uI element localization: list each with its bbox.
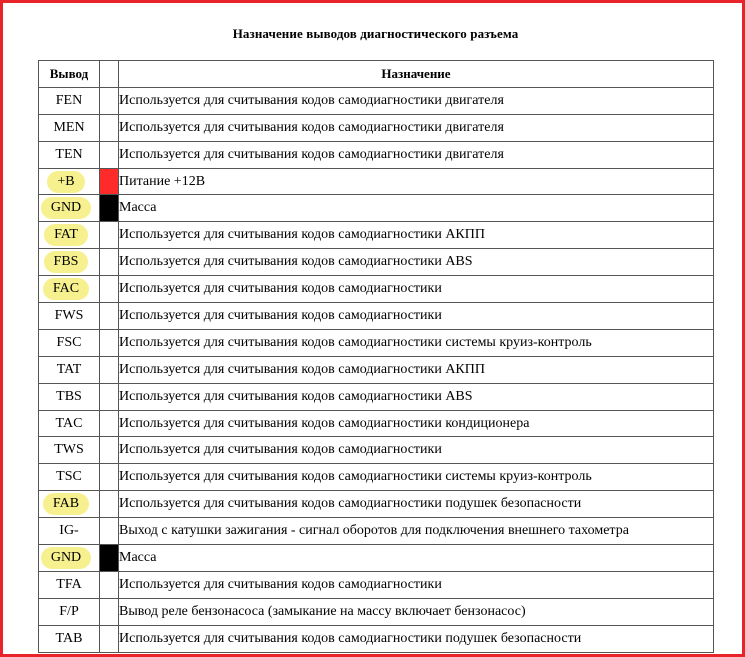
pin-label: MEN xyxy=(53,119,85,135)
purpose-cell: Используется для считывания кодов самодиагностики двигателя xyxy=(119,87,714,114)
header-pin: Вывод xyxy=(39,61,100,88)
pin-label-highlighted: FAB xyxy=(43,493,89,515)
purpose-cell: Используется для считывания кодов самодиагностики xyxy=(119,276,714,303)
purpose-cell: Используется для считывания кодов самодиагностики АКПП xyxy=(119,222,714,249)
pin-label: FSC xyxy=(56,334,82,350)
purpose-cell: Используется для считывания кодов самодиагностики кондиционера xyxy=(119,410,714,437)
table-row xyxy=(39,249,714,276)
wire-color-cell xyxy=(100,168,119,195)
purpose-cell: Используется для считывания кодов самодиагностики xyxy=(119,303,714,330)
pin-label: TAC xyxy=(55,415,83,431)
wire-color-cell xyxy=(100,571,119,598)
wire-color-cell xyxy=(100,303,119,330)
wire-color-cell xyxy=(100,464,119,491)
pin-cell xyxy=(39,437,100,464)
wire-color-cell xyxy=(100,114,119,141)
table-row xyxy=(39,329,714,356)
table-row xyxy=(39,168,714,195)
table-row xyxy=(39,356,714,383)
purpose-cell: Используется для считывания кодов самодиагностики ABS xyxy=(119,383,714,410)
pin-cell xyxy=(39,222,100,249)
pin-cell xyxy=(39,356,100,383)
wire-color-cell xyxy=(100,518,119,545)
table-row xyxy=(39,598,714,625)
table-row xyxy=(39,195,714,222)
table-row xyxy=(39,437,714,464)
pin-label: TFA xyxy=(56,576,82,592)
purpose-cell: Используется для считывания кодов самодиагностики двигателя xyxy=(119,114,714,141)
table-row xyxy=(39,410,714,437)
wire-color-cell xyxy=(100,625,119,652)
purpose-cell: Используется для считывания кодов самодиагностики ABS xyxy=(119,249,714,276)
purpose-cell: Масса xyxy=(119,195,714,222)
pin-cell xyxy=(39,303,100,330)
header-color xyxy=(100,61,119,88)
pin-label-highlighted: FAC xyxy=(43,278,89,300)
pin-label-highlighted: GND xyxy=(41,197,91,219)
pin-cell xyxy=(39,168,100,195)
purpose-cell: Используется для считывания кодов самодиагностики xyxy=(119,571,714,598)
pin-label: TAT xyxy=(56,361,82,377)
purpose-cell: Масса xyxy=(119,545,714,572)
purpose-cell: Используется для считывания кодов самодиагностики системы круиз-контроль xyxy=(119,464,714,491)
wire-color-swatch-black xyxy=(100,195,118,221)
wire-color-cell xyxy=(100,141,119,168)
pin-label: TAB xyxy=(55,630,83,646)
wire-color-cell xyxy=(100,410,119,437)
pin-assignment-table xyxy=(38,60,714,653)
wire-color-cell xyxy=(100,545,119,572)
table-row xyxy=(39,114,714,141)
table-row xyxy=(39,383,714,410)
table-row xyxy=(39,625,714,652)
pin-cell xyxy=(39,383,100,410)
pin-label-highlighted: +B xyxy=(47,171,84,193)
pin-cell xyxy=(39,141,100,168)
purpose-cell: Используется для считывания кодов самодиагностики двигателя xyxy=(119,141,714,168)
table-row xyxy=(39,545,714,572)
pin-cell xyxy=(39,464,100,491)
table-row xyxy=(39,303,714,330)
pin-label-highlighted: GND xyxy=(41,547,91,569)
purpose-cell: Используется для считывания кодов самодиагностики АКПП xyxy=(119,356,714,383)
table-row xyxy=(39,491,714,518)
pin-label-highlighted: FBS xyxy=(44,251,89,273)
table-row xyxy=(39,87,714,114)
pin-cell xyxy=(39,598,100,625)
wire-color-cell xyxy=(100,356,119,383)
purpose-cell: Выход с катушки зажигания - сигнал оборотов для подключения внешнего тахометра xyxy=(119,518,714,545)
purpose-cell: Вывод реле бензонасоса (замыкание на массу включает бензонасос) xyxy=(119,598,714,625)
purpose-cell: Используется для считывания кодов самодиагностики системы круиз-контроль xyxy=(119,329,714,356)
purpose-cell: Питание +12В xyxy=(119,168,714,195)
pin-cell xyxy=(39,114,100,141)
table-row xyxy=(39,518,714,545)
wire-color-swatch-red xyxy=(100,169,118,195)
table-row xyxy=(39,276,714,303)
table-body xyxy=(39,87,714,652)
pin-cell xyxy=(39,276,100,303)
pin-label: TEN xyxy=(55,146,83,162)
wire-color-cell xyxy=(100,383,119,410)
pin-cell xyxy=(39,249,100,276)
wire-color-cell xyxy=(100,598,119,625)
pin-label-highlighted: FAT xyxy=(44,224,88,246)
wire-color-cell xyxy=(100,249,119,276)
pin-label: TWS xyxy=(54,442,84,458)
table-row xyxy=(39,464,714,491)
pin-cell xyxy=(39,491,100,518)
wire-color-cell xyxy=(100,491,119,518)
purpose-cell: Используется для считывания кодов самодиагностики подушек безопасности xyxy=(119,491,714,518)
purpose-cell: Используется для считывания кодов самодиагностики подушек безопасности xyxy=(119,625,714,652)
wire-color-cell xyxy=(100,87,119,114)
table-row xyxy=(39,222,714,249)
pin-cell xyxy=(39,410,100,437)
pin-cell xyxy=(39,625,100,652)
wire-color-swatch-black xyxy=(100,545,118,571)
pin-label: IG- xyxy=(59,523,79,539)
pin-label: FEN xyxy=(55,92,83,108)
purpose-cell: Используется для считывания кодов самодиагностики xyxy=(119,437,714,464)
pin-label: FWS xyxy=(54,307,84,323)
table-row xyxy=(39,571,714,598)
pin-cell xyxy=(39,329,100,356)
wire-color-cell xyxy=(100,276,119,303)
wire-color-cell xyxy=(100,222,119,249)
table-row xyxy=(39,141,714,168)
pin-label: TBS xyxy=(56,388,82,404)
wire-color-cell xyxy=(100,329,119,356)
pin-cell xyxy=(39,545,100,572)
header-purpose: Назначение xyxy=(119,61,714,88)
pin-cell xyxy=(39,571,100,598)
pin-cell xyxy=(39,87,100,114)
wire-color-cell xyxy=(100,437,119,464)
pin-cell xyxy=(39,518,100,545)
pin-cell xyxy=(39,195,100,222)
page-title: Назначение выводов диагностического разъема xyxy=(232,26,519,41)
table-header-row xyxy=(39,61,714,88)
wire-color-cell xyxy=(100,195,119,222)
pin-label: TSC xyxy=(56,469,82,485)
pin-label: F/P xyxy=(59,603,79,619)
